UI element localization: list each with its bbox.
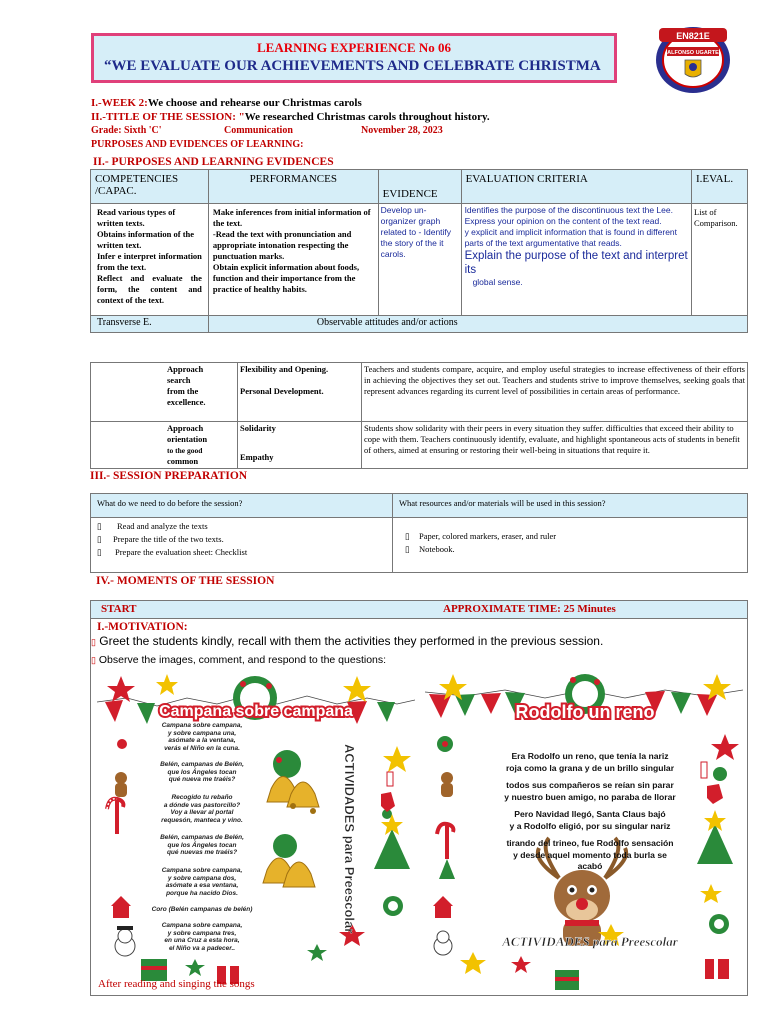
list-item: ▯ Read and analyze the texts [97,521,208,531]
list-item: ▯ Paper, colored markers, eraser, and ruler [405,531,557,541]
col-evidence: EVIDENCE [378,170,461,204]
learning-experience-title: LEARNING EXPERIENCE No 06 [257,40,451,55]
approach-2-name: Approach orientation to the good common [91,422,238,469]
competencies-cell: Read various types of written texts. Obtains information of the written text. Infer e interpret information from the text. Reflect and evaluate the form, the content and context of the text. [91,204,209,316]
week-line: I.-WEEK 2:We choose and rehearse our Christmas carols [91,97,362,109]
motivation-line-1: ▯ Greet the students kindly, recall with them the activities they performed in the previous session. [91,634,604,648]
ieval-cell: List of Comparison. [692,204,748,316]
session-title-line: II.-TITLE OF THE SESSION: "We researched Christmas carols throughout history. [91,111,490,123]
left-verse-3: Recogido tu rebaño a dónde vas pastorcillo? Voy a llevar al portal requesón, manteca y vino. [161,794,243,824]
approach-1-values: Flexibility and Opening. Personal Development. [238,363,362,422]
prep-resources-list [393,518,748,573]
approach-2-values: Solidarity Empathy [238,422,362,469]
purposes-label: PURPOSES AND EVIDENCES OF LEARNING: [91,139,304,150]
right-song-title: Rodolfo un reno [515,702,655,722]
learning-experience-subtitle: “WE EVALUATE OUR ACHIEVEMENTS AND CELEBRATE CHRISTMA [104,58,601,74]
performances-cell: Make inferences from initial information of the text. -Read the text with pronunciation and appropriate intonation respecting the punctuation marks. Obtain explicit information about foods, function and their importance from the practice of healthy habits. [208,204,378,316]
observable-label: Observable attitudes and/or actions [208,316,747,333]
left-verse-4: Belén, campanas de Belén, que los Ángeles tocan qué nuevas me traéis? [160,834,244,857]
purposes-table [90,169,748,333]
prep-q1: What do we need to do before the session? [91,494,393,518]
area-label: Communication [224,125,293,136]
right-verse-2: todos sus compañeros se reían sin parar y nuestro buen amigo, no paraba de llorar [504,780,676,802]
criteria-cell: Identifies the purpose of the discontinuous text the Lee. Express your opinion on the content of the text read. y explicit and implicit information that is found in different parts of the text argumentative that reads. Explain the purpose of the text and interpret its global sense. [461,204,691,316]
rodolfo-decorations [425,674,743,992]
start-label: START [101,603,137,615]
left-chorus: Coro (Belén campanas de belén) [151,906,253,913]
list-item: ▯ Prepare the evaluation sheet: Checklist [97,547,248,557]
left-verse-5: Campana sobre campana, y sobre campana dos, asómate a esa ventana, porque ha nacido Dios. [161,867,243,897]
school-logo-icon [655,22,731,94]
motivation-label: I.-MOTIVATION: [97,621,188,633]
list-item: ▯ Notebook. [405,544,455,554]
prep-before-list [91,518,393,573]
motivation-line-2: ▯ Observe the images, comment, and respond to the questions: [91,654,387,666]
approach-1-name: Approach search from the excellence. [91,363,238,422]
col-ieval: I.EVAL. [692,170,748,204]
rodolfo-song-image [425,674,743,992]
left-song-title: Campana sobre campana [159,703,353,720]
section-3-heading: III.- SESSION PREPARATION [90,470,248,482]
col-criteria: EVALUATION CRITERIA [461,170,691,204]
left-verse-2: Belén, campanas de Belén, que los Ángeles tocan qué nueva me traéis? [160,761,244,784]
right-verse-1: Era Rodolfo un reno, que tenía la nariz roja como la grana y de un brillo singular [505,751,675,773]
transverse-label: Transverse E. [91,316,209,333]
section-2-heading: II.- PURPOSES AND LEARNING EVIDENCES [93,156,334,168]
after-reading-label: After reading and singing the songs [98,978,255,990]
col-competencies: COMPETENCIES /CAPAC. [91,170,209,204]
section-4-heading: IV.- MOMENTS OF THE SESSION [96,575,275,587]
approach-2-text: Students show solidarity with their peers in every situation they suffer. difficulties that exceed their ability to cope with them. Teachers continuously identify, evaluate, and highlight spontaneous acts of students in benefit of others, aimed at ensuring or restoring their well-being in situations that require it. [362,422,748,469]
logo-name-text: ALFONSO UGARTE [667,50,719,56]
time-label: APPROXIMATE TIME: 25 Minutes [443,603,616,615]
moments-box [90,600,748,996]
right-bottom-caption: ACTIVIDADES para Preescolar [502,934,678,949]
approach-1-text: Teachers and students compare, acquire, and employ useful strategies to increase effectiveness of their efforts in achieving the objectives they set out. Teachers and students strive to improve themselves, seeking goals that represent advances regarding its current level of possibilities in certain areas of performance. [362,363,748,422]
col-performances: PERFORMANCES [208,170,378,204]
title-box [91,33,617,83]
evidence-cell: Develop un-organizer graph related to - Identify the story of the it carols. [378,204,461,316]
start-bar [91,601,747,619]
right-verse-4: tirando del trineo, fue Rodolfo sensación y desde aquel momento toda burla se acabó [506,838,674,871]
left-side-caption: ACTIVIDADES para Preescolar [342,744,357,934]
list-item: ▯ Prepare the title of the two texts. [97,534,224,544]
preparation-table [90,493,748,573]
grade-label: Grade: Sixth 'C' [91,125,162,136]
campana-song-image [97,674,415,992]
right-verse-3: Pero Navidad llegó, Santa Claus bajó y a Rodolfo eligió, por su singular nariz [509,809,671,831]
left-verse-6: Campana sobre campana, y sobre campana tres, en una Cruz a esta hora, el Niño va a padecer.. [161,922,243,952]
prep-q2: What resources and/or materials will be used in this session? [393,494,748,518]
approaches-table [90,362,748,469]
date-label: November 28, 2023 [361,125,443,136]
left-verse-1: Campana sobre campana, y sobre campana una, asómate a la ventana, verás el Niño en la cuna. [161,722,243,752]
logo-code-text: EN821E [676,31,710,41]
